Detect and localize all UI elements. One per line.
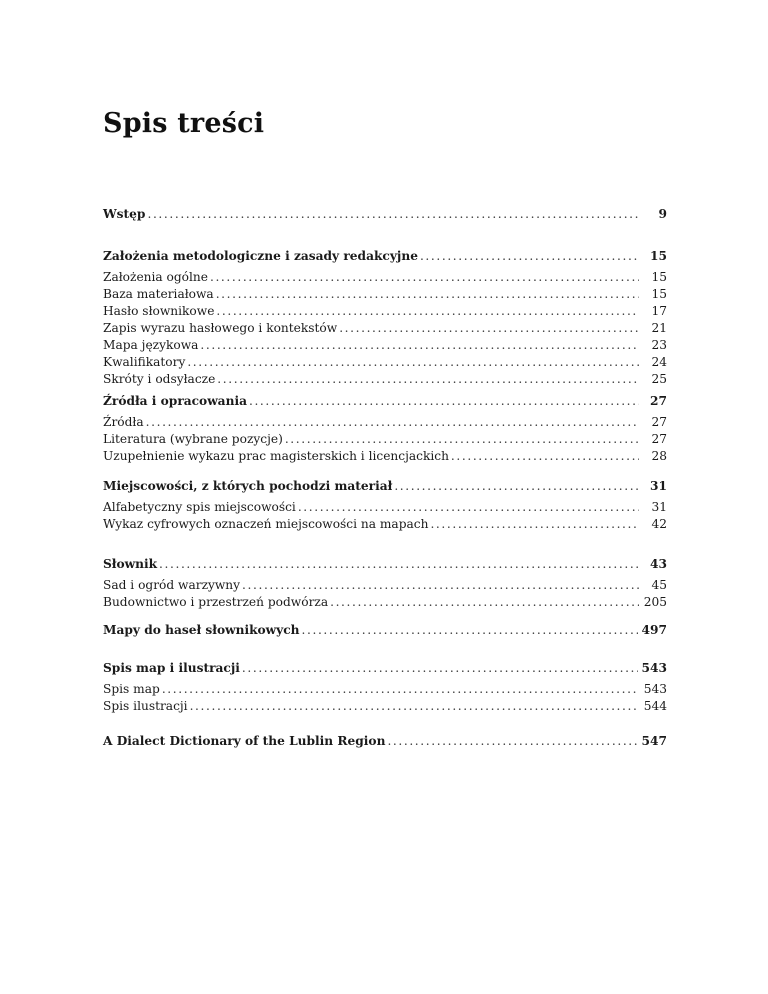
toc-heading-entry[interactable] [103, 205, 667, 227]
toc-heading-entry[interactable] [103, 732, 667, 754]
toc-entry[interactable] [103, 448, 667, 465]
dot-leader [387, 732, 637, 750]
toc-entry[interactable] [103, 286, 667, 303]
page-number: 28 [651, 449, 667, 463]
toc-entry-label: Hasło słownikowe [103, 304, 215, 318]
page-number: 24 [651, 355, 667, 369]
dot-leader [302, 621, 638, 639]
toc-entry-label: Baza materiałowa [103, 287, 214, 301]
toc-entry-label: Mapa językowa [103, 338, 199, 352]
page-number: 27 [651, 415, 667, 429]
toc-entry-label: Zapis wyrazu hasłowego i kontekstów [103, 321, 338, 335]
toc-entry-label: Uzupełnienie wykazu prac magisterskich i licencjackich [103, 449, 449, 463]
toc-heading-label: Źródła i opracowania [103, 394, 247, 408]
toc-heading-entry[interactable] [103, 392, 667, 414]
toc-entry[interactable] [103, 499, 667, 516]
toc-entry[interactable] [103, 516, 667, 533]
toc-entry[interactable] [103, 269, 667, 286]
page-number: 25 [651, 372, 667, 386]
dot-leader [216, 303, 639, 320]
page-number: 543 [641, 661, 667, 675]
page-number: 17 [651, 304, 667, 318]
dot-leader [190, 698, 639, 715]
toc-entry[interactable] [103, 577, 667, 594]
toc-entry[interactable] [103, 431, 667, 448]
toc-entry[interactable] [103, 354, 667, 371]
toc-entry[interactable] [103, 594, 667, 611]
toc-section [103, 555, 667, 611]
toc-heading-label: Założenia metodologiczne i zasady redakcyjne [103, 249, 418, 263]
dot-leader [242, 659, 638, 677]
dot-leader [217, 371, 639, 388]
toc-section [103, 392, 667, 465]
toc-entry[interactable] [103, 414, 667, 431]
toc-entry[interactable] [103, 371, 667, 388]
page-number: 544 [643, 699, 667, 713]
dot-leader [216, 286, 639, 303]
toc-entry-label: Kwalifikatory [103, 355, 186, 369]
page-number: 547 [641, 734, 667, 748]
toc-entry[interactable] [103, 303, 667, 320]
toc-heading-entry[interactable] [103, 247, 667, 269]
dot-leader [162, 681, 639, 698]
dot-leader [187, 354, 639, 371]
page-title: Spis treści [103, 108, 265, 139]
toc-entry[interactable] [103, 698, 667, 715]
dot-leader [159, 555, 639, 573]
page-number: 543 [643, 682, 667, 696]
toc-entry-label: Założenia ogólne [103, 270, 208, 284]
toc-entry-label: Spis ilustracji [103, 699, 188, 713]
toc-entry[interactable] [103, 320, 667, 337]
toc-entry-label: Wykaz cyfrowych oznaczeń miejscowości na mapach [103, 517, 429, 531]
toc-heading-entry[interactable] [103, 555, 667, 577]
toc-heading-label: Miejscowości, z których pochodzi materiał [103, 479, 393, 493]
toc-heading-entry[interactable] [103, 477, 667, 499]
page-number: 21 [651, 321, 667, 335]
dot-leader [420, 247, 639, 265]
dot-leader [242, 577, 639, 594]
toc-entry-label: Budownictwo i przestrzeń podwórza [103, 595, 329, 609]
dot-leader [146, 414, 639, 431]
toc-heading-entry[interactable] [103, 659, 667, 681]
toc-entry[interactable] [103, 681, 667, 698]
page-number: 31 [650, 479, 667, 493]
page-number: 43 [650, 557, 667, 571]
page-number: 15 [651, 270, 667, 284]
dot-leader [394, 477, 639, 495]
toc-section [103, 732, 667, 754]
toc-entry-label: Literatura (wybrane pozycje) [103, 432, 283, 446]
dot-leader [285, 431, 639, 448]
dot-leader [339, 320, 639, 337]
page-number: 9 [658, 207, 667, 221]
toc-section [103, 205, 667, 227]
page-number: 27 [650, 394, 667, 408]
toc-section [103, 477, 667, 533]
dot-leader [210, 269, 639, 286]
page-number: 15 [650, 249, 667, 263]
dot-leader [298, 499, 639, 516]
dot-leader [147, 205, 639, 223]
page-number: 31 [651, 500, 667, 514]
page-number: 45 [651, 578, 667, 592]
dot-leader [430, 516, 639, 533]
dot-leader [451, 448, 639, 465]
toc-heading-label: Wstęp [103, 207, 146, 221]
toc-section [103, 621, 667, 643]
page-number: 23 [651, 338, 667, 352]
page-number: 205 [643, 595, 667, 609]
toc-heading-label: Spis map i ilustracji [103, 661, 240, 675]
dot-leader [249, 392, 639, 410]
toc-entry-label: Spis map [103, 682, 160, 696]
toc-section [103, 247, 667, 388]
toc-entry-label: Źródła [103, 415, 144, 429]
page-number: 497 [641, 623, 667, 637]
toc-section [103, 659, 667, 715]
page-number: 27 [651, 432, 667, 446]
toc-heading-label: Mapy do haseł słownikowych [103, 623, 300, 637]
toc-heading-label: A Dialect Dictionary of the Lublin Region [103, 734, 386, 748]
toc-entry-label: Sad i ogród warzywny [103, 578, 241, 592]
dot-leader [200, 337, 639, 354]
dot-leader [330, 594, 639, 611]
toc-entry-label: Skróty i odsyłacze [103, 372, 216, 386]
page-number: 15 [651, 287, 667, 301]
toc-entry-label: Alfabetyczny spis miejscowości [103, 500, 296, 514]
toc-heading-label: Słownik [103, 557, 158, 571]
toc-entry[interactable] [103, 337, 667, 354]
toc-heading-entry[interactable] [103, 621, 667, 643]
page-number: 42 [651, 517, 667, 531]
